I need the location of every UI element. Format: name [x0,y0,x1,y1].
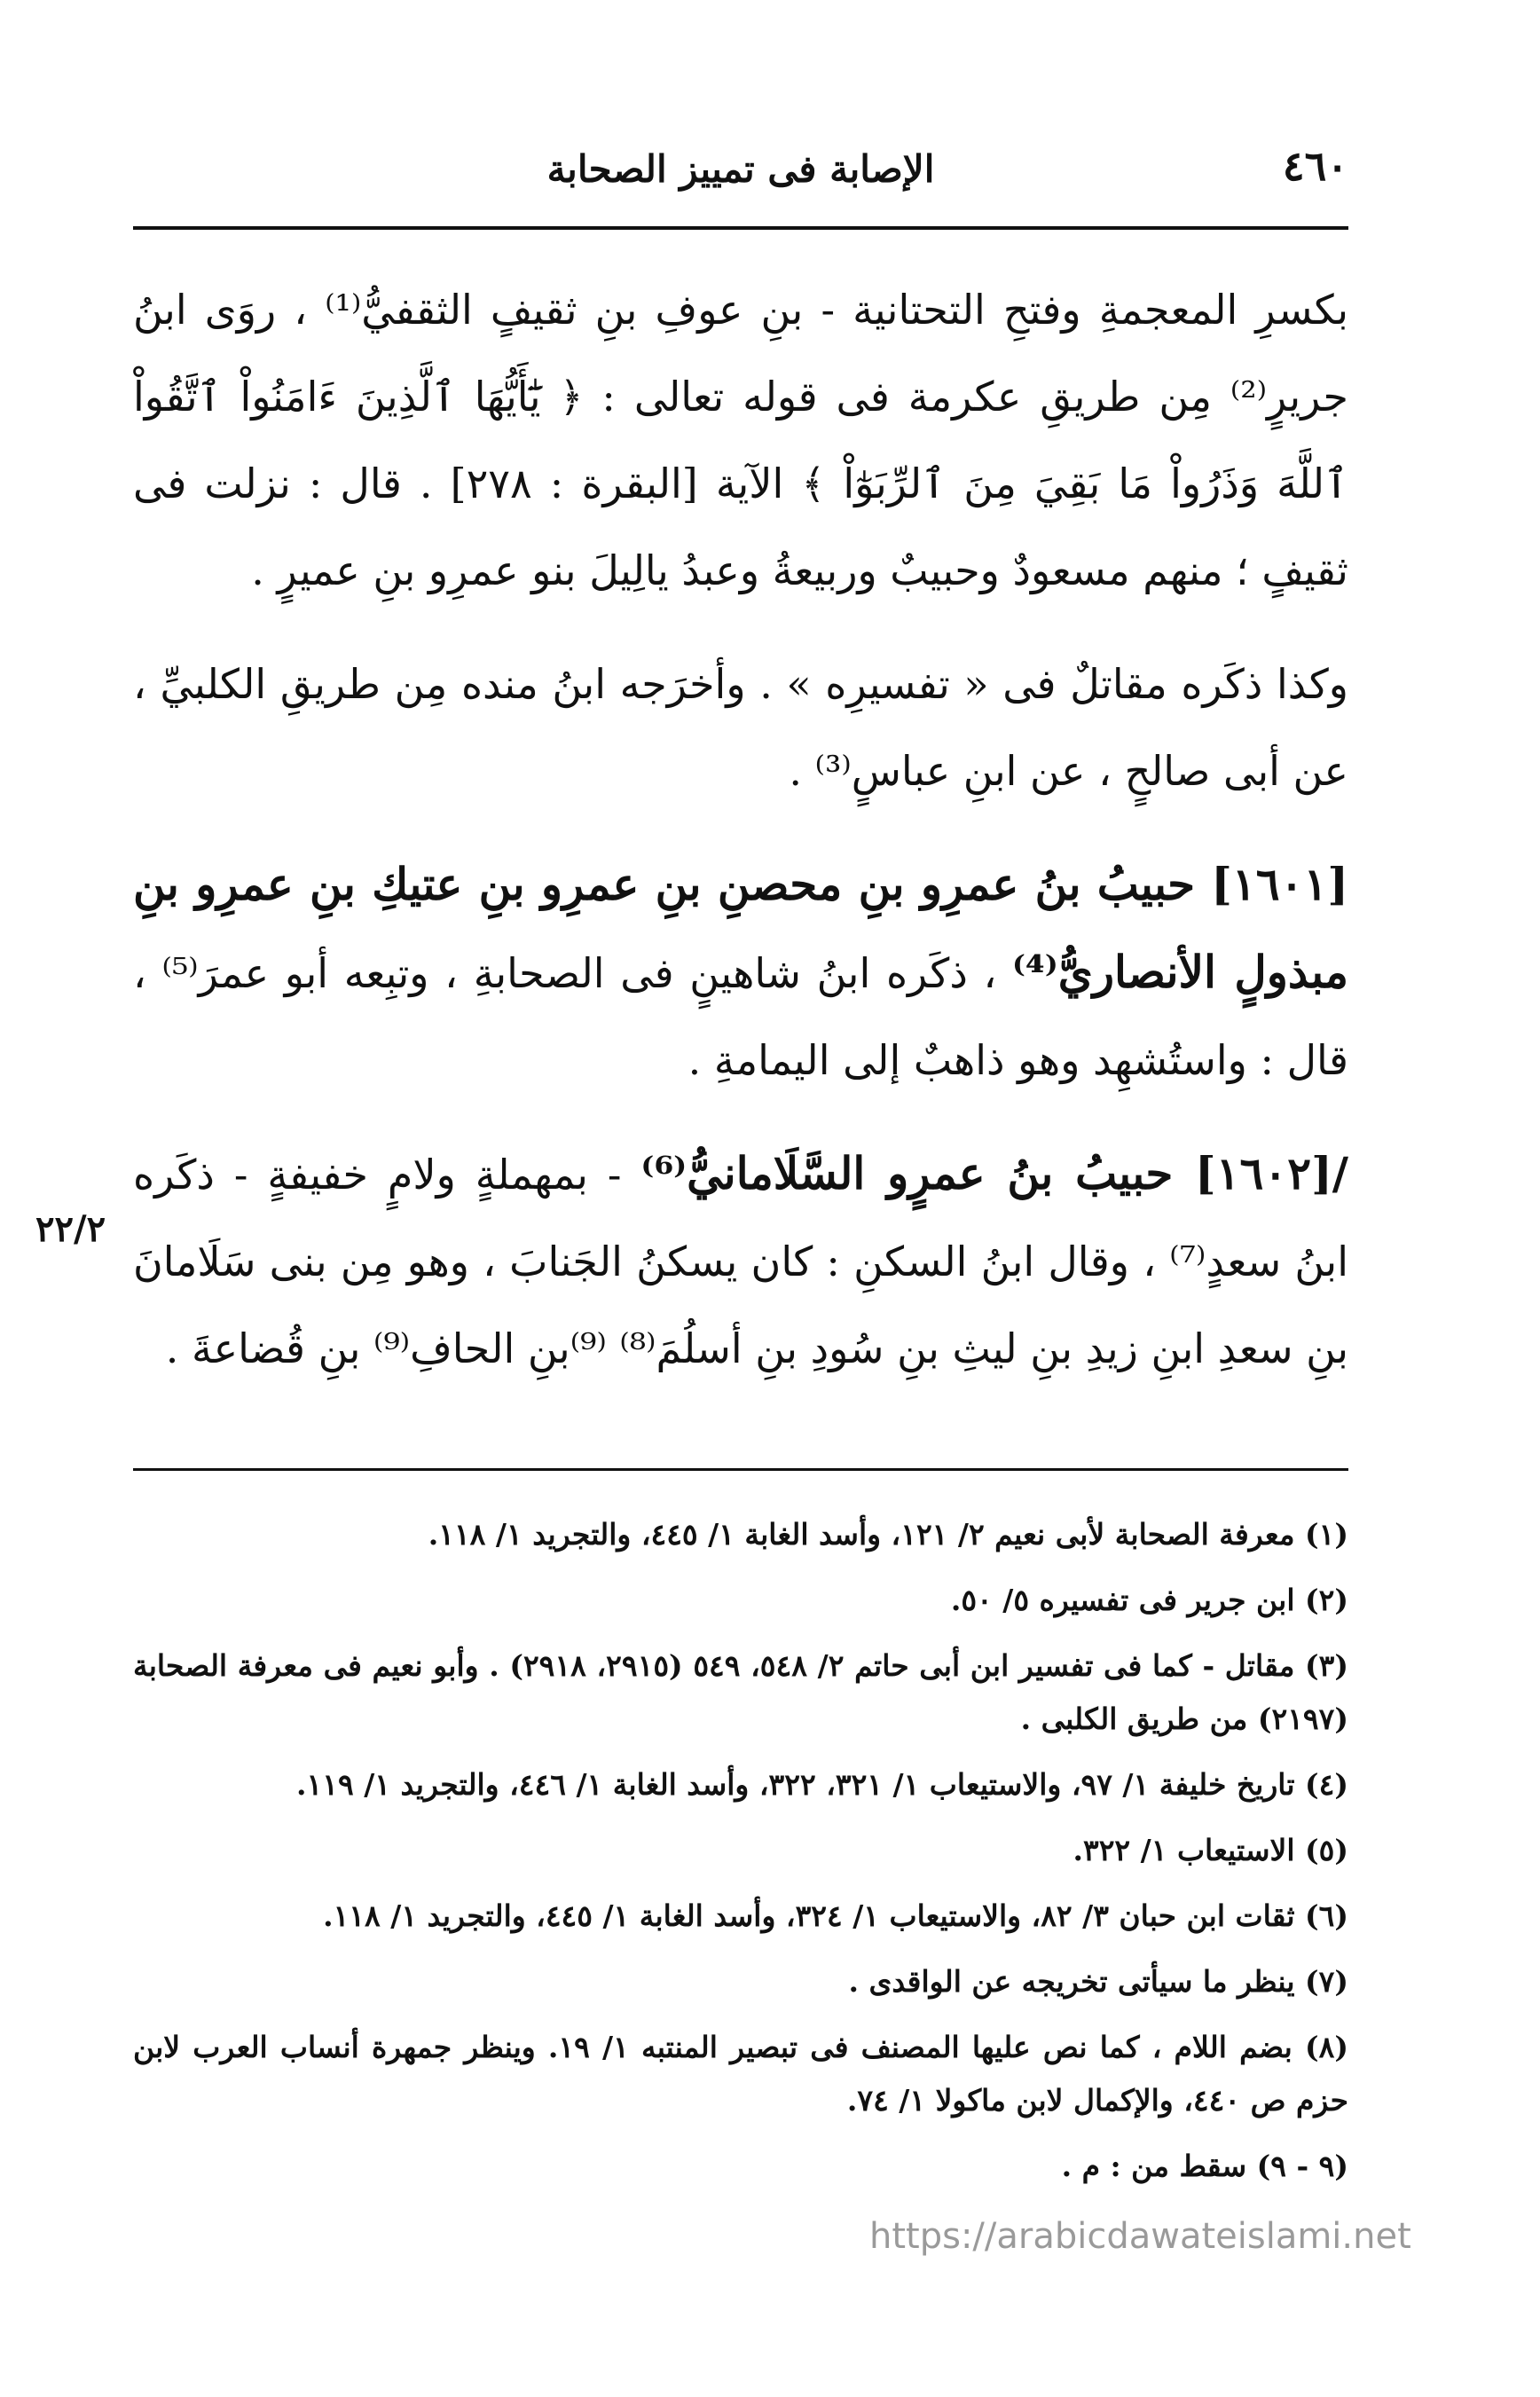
footnote-2: (٢) ابن جرير فى تفسيره ٥/ ٥٠. [950,1583,1348,1617]
footnote-7: (٧) ينظر ما سيأتى تخريجه عن الواقدى . [848,1964,1348,1999]
footnote-3: (٣) مقاتل - كما فى تفسير ابن أبى حاتم ٢/ ٥٤٨، ٥٤٩ (٢٩١٥، ٢٩١٨) . وأبو نعيم فى معرفة الصحابة (٢١٩٧) من طريق الكلبى . [133,1648,1348,1736]
main-text [133,266,1348,1392]
footnotes [133,1508,1348,2205]
entry-1601-heading: [١٦٠١] حبيبُ بنُ عمرِو بنِ محصنِ بنِ عمرِو بنِ عتيكِ بنِ عمرِو بنِ مبذولٍ الأنصاريُّ⁽⁴⁾ [133,858,1348,998]
entry-1602-heading: /[١٦٠٢] حبيبُ بنُ عمرٍو السَّلَامانيُّ⁽⁶⁾ [640,1147,1349,1199]
footnote-6: (٦) ثقات ابن حبان ٣/ ٨٢، والاستيعاب ١/ ٣٢٤، وأسد الغابة ١/ ٤٤٥، والتجريد ١/ ١١٨. [323,1898,1348,1933]
page-number: ٤٦٠ [1282,142,1348,190]
entry-1601-body: ، ذكَره ابنُ شاهينٍ فى الصحابةِ ، وتبِعه أبو عمرَ⁽⁵⁾ ، قال : واستُشهِد وهو ذاهبٌ إلى اليمامةِ . [133,949,1348,1084]
footnote-1: (١) معرفة الصحابة لأبى نعيم ٢/ ١٢١، وأسد الغابة ١/ ٤٤٥، والتجريد ١/ ١١٨. [428,1517,1348,1552]
header-rule [133,226,1348,230]
footnote-8: (٨) بضم اللام ، كما نص عليها المصنف فى تبصير المنتبه ١/ ١٩. وينظر جمهرة أنساب العرب لابن حزم ص ٤٤٠، والإكمال لابن ماكولا ١/ ٧٤. [133,2030,1349,2118]
footnote-5: (٥) الاستيعاب ١/ ٣٢٢. [1072,1833,1348,1867]
margin-volume-page-note: ٢٢/٢ [35,1208,106,1250]
footnote-4: (٤) تاريخ خليفة ١/ ٩٧، والاستيعاب ١/ ٣٢١، ٣٢٢، وأسد الغابة ١/ ٤٤٦، والتجريد ١/ ١١٩. [296,1767,1348,1802]
footnote-9: (٩ - ٩) سقط من : م . [1061,2149,1348,2183]
running-title: الإصابة فى تمييز الصحابة [546,147,935,191]
entry-1602 [133,1130,1348,1392]
watermark-url: https://arabicdawateislami.net [869,2216,1411,2257]
paragraph-1: بكسرِ المعجمةِ وفتحِ التحتانية - بنِ عوفِ بنِ ثقيفٍ الثقفيُّ⁽¹⁾ ، روَى ابنُ جريرٍ⁽²⁾ مِن طريقِ عكرمة فى قوله تعالى : ﴿ يَٰٓأَيُّهَا ٱلَّذِينَ ءَامَنُواْ ٱتَّقُواْ ٱللَّهَ وَذَرُواْ مَا بَقِيَ مِنَ ٱلرِّبَوٰٓاْ ﴾ الآية [البقرة : ٢٧٨] . قال : نزلت فى ثقيفٍ ؛ منهم مسعودٌ وحبيبٌ وربيعةُ وعبدُ يالِيلَ بنو عمرِو بنِ عميرٍ . [133,286,1348,594]
entry-1601 [133,841,1348,1104]
page-header [133,133,1348,204]
footnote-separator [133,1468,1348,1471]
paragraph-2: وكذا ذكَره مقاتلٌ فى « تفسيرِه » . وأخرَجه ابنُ منده مِن طريقِ الكلبيِّ ، عن أبى صالحٍ ، عن ابنِ عباسٍ⁽³⁾ . [133,660,1348,795]
entry-1602-body: - بمهملةٍ ولامٍ خفيفةٍ - ذكَره ابنُ سعدٍ⁽⁷⁾ ، وقال ابنُ السكنِ : كان يسكنُ الجَنابَ ، وهو مِن بنى سَلَامانَ بنِ سعدِ ابنِ زيدِ بنِ ليثِ بنِ سُودِ بنِ أسلُمَ⁽⁸⁾ ⁽⁹⁾بنِ الحافِ⁽⁹⁾ بنِ قُضاعةَ . [133,1151,1348,1372]
